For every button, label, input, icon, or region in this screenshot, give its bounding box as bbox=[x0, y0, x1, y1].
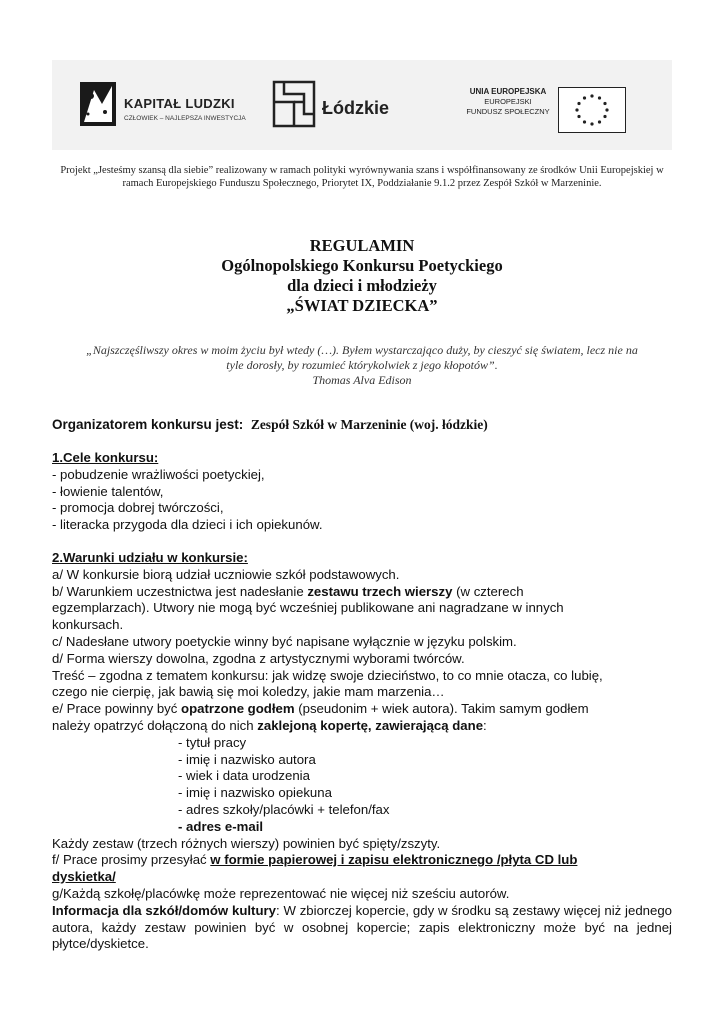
kapital-ludzki-title: KAPITAŁ LUDZKI bbox=[124, 96, 235, 111]
goal-item: - pobudzenie wrażliwości poetyckiej, bbox=[52, 466, 265, 482]
condition-b-text-end: (w czterech bbox=[452, 583, 524, 599]
list-item-email: - adres e-mail bbox=[178, 818, 264, 834]
lodzkie-text: Łódzkie bbox=[322, 98, 390, 118]
heading-theme: „ŚWIAT DZIECKA” bbox=[286, 296, 438, 315]
info-for-schools bbox=[52, 903, 672, 953]
quote-author: Thomas Alva Edison bbox=[312, 373, 412, 387]
heading-regulamin: REGULAMIN bbox=[309, 236, 415, 255]
list-item: - wiek i data urodzenia bbox=[178, 768, 310, 784]
condition-b-line-2: egzemplarzach). Utwory nie mogą być wcześniej publikowane ani nagradzane w innych bbox=[52, 600, 564, 616]
heading-contest-name: Ogólnopolskiego Konkursu Poetyckiego bbox=[221, 256, 503, 275]
condition-e bbox=[52, 701, 672, 718]
condition-e2-bold: zaklejoną kopertę, zawierającą dane bbox=[257, 717, 484, 733]
lodzkie-logo bbox=[272, 80, 412, 130]
condition-b-text: b/ Warunkiem uczestnictwa jest nadesłanie bbox=[52, 583, 308, 599]
list-item: - tytuł pracy bbox=[178, 734, 247, 750]
eu-fund-text bbox=[460, 87, 556, 117]
condition-e-text: e/ Prace powinny być bbox=[52, 701, 182, 717]
condition-e-text-end: (pseudonim + wiek autora). Takim samym godłem bbox=[294, 701, 589, 717]
organizer-label: Organizatorem konkursu jest: bbox=[52, 417, 244, 432]
goal-item: - łowienie talentów, bbox=[52, 483, 164, 499]
condition-e2-text-end: : bbox=[483, 717, 487, 733]
goal-item: - literacka przygoda dla dzieci i ich opiekunów. bbox=[52, 517, 323, 533]
condition-b bbox=[52, 584, 672, 601]
organizer-line bbox=[52, 417, 488, 433]
condition-f-text: f/ Prace prosimy przesyłać bbox=[52, 852, 211, 868]
kapital-ludzki-logo bbox=[80, 82, 280, 132]
document-heading bbox=[52, 236, 672, 316]
conditions-section bbox=[52, 550, 672, 953]
kapital-ludzki-subtitle: CZŁOWIEK – NAJLEPSZA INWESTYCJA bbox=[124, 115, 246, 122]
condition-c: c/ Nadesłane utwory poetyckie winny być napisane wyłącznie w języku polskim. bbox=[52, 633, 517, 649]
condition-f-line-2: dyskietka/ bbox=[52, 869, 116, 885]
set-binding-note: Każdy zestaw (trzech różnych wierszy) powinien być spięty/zszyty. bbox=[52, 835, 441, 851]
goal-item: - promocja dobrej twórczości, bbox=[52, 500, 224, 516]
eu-line-2: EUROPEJSKI bbox=[484, 97, 532, 106]
info-bold: Informacja dla szkół/domów kultury bbox=[52, 902, 276, 918]
condition-e-line-2 bbox=[52, 718, 672, 735]
content-line-2: czego nie cierpię, jak bawią się moi koledzy, jakie mam marzenia… bbox=[52, 684, 445, 700]
condition-f bbox=[52, 852, 672, 869]
eu-flag-icon bbox=[558, 87, 626, 133]
goals-section bbox=[52, 450, 672, 534]
heading-audience: dla dzieci i młodzieży bbox=[287, 276, 437, 295]
info-text: : W zbiorczej kopercie, gdy w środku są zestawy więcej niż jednego autora, każdy zestaw powinien być w osobnej kopercie; zapis elektroniczny może być na jednej płytce/dyskietce. bbox=[52, 902, 672, 952]
organizer-name: Zespół Szkół w Marzeninie (woj. łódzkie) bbox=[250, 417, 488, 432]
kapital-ludzki-emblem-icon bbox=[80, 82, 116, 126]
condition-f-bold: w formie papierowej i zapisu elektronicznego /płyta CD lub bbox=[210, 852, 578, 868]
quote-line-2: tyle dorosły, by rozumieć którykolwiek z jego kłopotów”. bbox=[226, 358, 498, 372]
logo-band bbox=[52, 60, 672, 150]
list-item: - imię i nazwisko opiekuna bbox=[178, 785, 332, 801]
list-item: - adres szkoły/placówki + telefon/fax bbox=[178, 801, 390, 817]
condition-e-bold: opatrzone godłem bbox=[181, 701, 295, 717]
lodzkie-emblem-icon bbox=[272, 80, 316, 128]
condition-e2-text: należy opatrzyć dołączoną do nich bbox=[52, 717, 258, 733]
motto-quote bbox=[52, 343, 672, 388]
list-item: - imię i nazwisko autora bbox=[178, 751, 316, 767]
condition-a: a/ W konkursie biorą udział uczniowie szkół podstawowych. bbox=[52, 566, 400, 582]
project-note: Projekt „Jesteśmy szansą dla siebie” realizowany w ramach polityki wyrównywania szans i współfinansowany ze środków Unii Europejskiej w ramach Europejskiego Funduszu Społecznego, Priorytet IX, Poddziałanie 9.1.2 przez Zespół Szkół w Marzeninie. bbox=[60, 165, 664, 189]
condition-d: d/ Forma wierszy dowolna, zgodna z artystycznymi wyborami twórców. bbox=[52, 650, 465, 666]
eu-line-3: FUNDUSZ SPOŁECZNY bbox=[466, 107, 550, 116]
quote-line-1: „Najszczęśliwszy okres w moim życiu był wtedy (…). Byłem wystarczająco duży, by cieszyć się światem, lecz nie na bbox=[86, 343, 638, 357]
eu-line-1: UNIA EUROPEJSKA bbox=[469, 87, 547, 96]
condition-b-line-3: konkursach. bbox=[52, 617, 124, 633]
goals-title: 1.Cele konkursu: bbox=[52, 450, 159, 465]
content-line-1: Treść – zgodna z tematem konkursu: jak widzę swoje dzieciństwo, to co mnie otacza, co lubię, bbox=[52, 667, 603, 683]
conditions-title: 2.Warunki udziału w konkursie: bbox=[52, 550, 248, 565]
condition-b-bold: zestawu trzech wierszy bbox=[307, 583, 453, 599]
condition-g: g/Każdą szkołę/placówkę może reprezentować nie więcej niż sześciu autorów. bbox=[52, 885, 510, 901]
envelope-data-list bbox=[52, 735, 672, 836]
